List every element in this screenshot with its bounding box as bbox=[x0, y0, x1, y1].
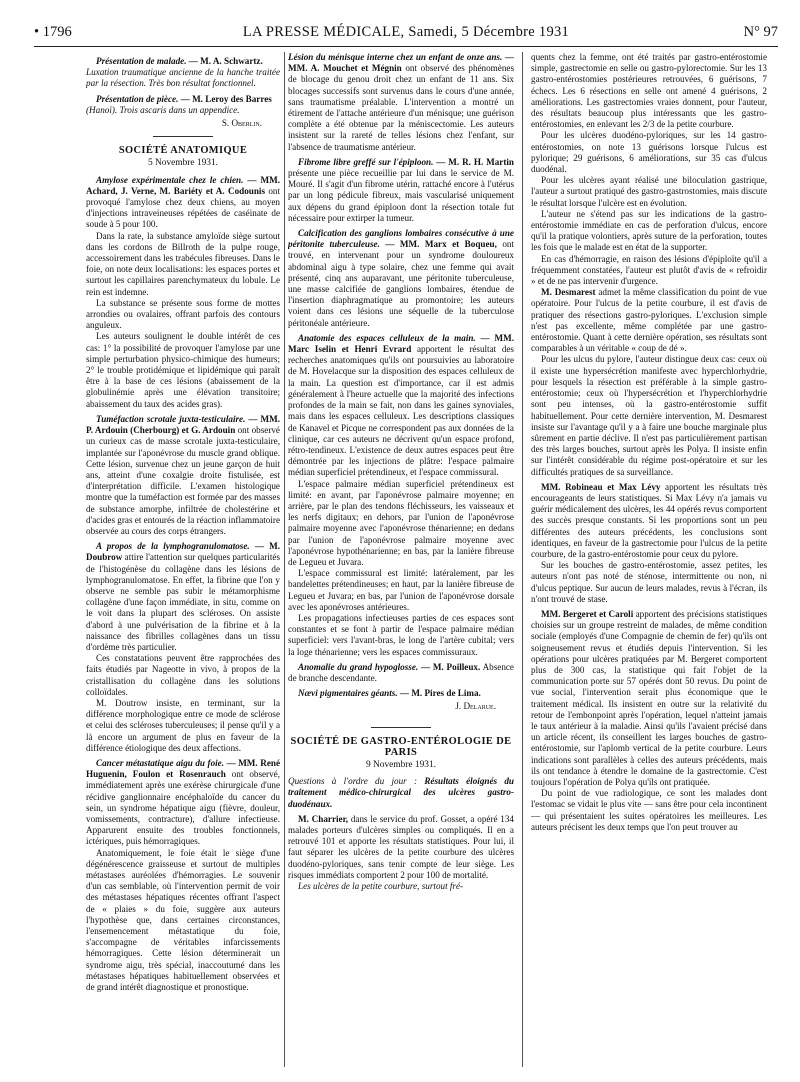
society-heading: SOCIÉTÉ ANATOMIQUE bbox=[118, 145, 248, 157]
paragraph: Dans la rate, la substance amyloïde siège surtout dans les cordons de Billroth de la pulpe rouge, accessoirement dans les trabécules fibreuses. Dans le foie, on note deux localisations: les espaces portes et surtout les capillaires parenchymateux du lobule. Le rein est indemne. bbox=[86, 230, 280, 297]
article: Présentation de malade. — M. A. Schwartz. bbox=[96, 56, 263, 66]
paragraph: Les auteurs soulignent le double intérêt de ces cas: 1° la possibilité de provoquer l'amylose par une simple perturbation physico-chimique des humeurs; 2° le trouble protidémique et lipidémique qui paraît être à la base de ces lésions (abaissement de la globulinémie après une élévation transitoire; abaissement du taux des acides gras). bbox=[86, 331, 280, 409]
article: Calcification des ganglions lombaires consécutive à une péritonite tuberculeuse. — MM. Marx et Boqueu, ont trouvé, en intervenant pour un syndrome douloureux abdominal aigu à type solaire, chez une femme qui avait présenté, cinq ans auparavant, une péritonite tuberculeuse, une masse calcifiée de ganglions lombaires, étendue de l'insertion diaphragmatique au promontoire; les auteurs voient dans ces lésions une séquelle de la tuberculose péritonéale antérieure. bbox=[288, 228, 514, 328]
article: Tuméfaction scrotale juxta-testiculaire. — MM. P. Ardouin (Cherbourg) et G. Ardouin ont observé un curieux cas de masse scrotale juxta-testiculaire, implantée sur l'aponévrose du muscle grand oblique. Cette lésion, survenue chez un jeune garçon de huit ans, atteint d'une coxalgie droite fistulisée, est d'interprétation difficile. L'examen histologique montre que la tuméfaction est formée par des masses de substance amorphe, infiltrée de cholestérine et d'acides gras et entourés de la réaction inflammatoire observée au cours des corps étrangers. bbox=[86, 413, 280, 536]
article: Amylose expérimentale chez le chien. — MM. Achard, J. Verne, M. Bariéty et A. Codounis ont provoqué l'amylose chez deux chiens, au moyen d'injections intraveineuses répétées de caséinate de soude à 5 pour 100. bbox=[86, 174, 280, 230]
paragraph: Du point de vue radiologique, ce sont les malades dont l'estomac se vidait le plus vite — sans être pour cela incontinent — qui présentaient les suites opératoires les meilleures. Les auteurs précisent les deux temps que l'on peut trouver au bbox=[531, 788, 767, 832]
paragraph: L'auteur ne s'étend pas sur les indications de la gastro-entérostomie immédiate en cas de perforation d'ulcus, encore qu'il la pratique volontiers, après suture de la perforation, toutes les fois que le malade est en état de la supporter. bbox=[531, 208, 767, 253]
paragraph: La substance se présente sous forme de mottes arrondies ou ovalaires, offrant parfois des contours anguleux. bbox=[86, 297, 280, 331]
session-date: 5 Novembre 1931. bbox=[147, 158, 219, 169]
paragraph: Les ulcères de la petite courbure, surtout fré- bbox=[298, 881, 464, 892]
column-middle bbox=[288, 52, 514, 1072]
article-text: Luxation traumatique ancienne de la hanche traitée par la résection. Très bon résultat fonctionnel. bbox=[86, 67, 280, 89]
column-divider bbox=[522, 52, 523, 1067]
article: Présentation de pièce. — M. Leroy des Barres bbox=[96, 93, 272, 104]
page-header bbox=[34, 20, 778, 47]
column-left bbox=[86, 52, 280, 1072]
journal-title: LA PRESSE MÉDICALE, Samedi, 5 Décembre 1931 bbox=[242, 23, 570, 40]
article: A propos de la lymphogranulomatose. — M. Doubrow attire l'attention sur quelques particularités de l'histogénèse du collagène dans les lésions de lymphogranulomatose. En effet, la fibrine que l'on y observe ne semble pas subir le métamorphisme collagène d'une façon immédiate, in situ, comme on le voit dans la plupart des scléroses. On assiste d'abord à une pulvérisation de la fibrine et à la naissance des fibrilles collagènes dans un tissu d'ordème très particulier. bbox=[86, 541, 280, 652]
article: Nævi pigmentaires géants. — M. Pires de Lima. bbox=[298, 688, 481, 699]
article: Cancer métastatique aigu du foie. — MM. René Huguenin, Foulon et Rosenrauch ont observé, immédiatement après une exérèse chirurgicale d'une récidive ganglionnaire encéphaloïde du cancer du sein, un syndrome hépatique aigu (fièvre, douleur, vomissements, contracture), d'allure infectieuse. Apparurent ensuite des troubles fonctionnels, ictériques, puis hémorragiques. bbox=[86, 757, 280, 847]
paragraph: quents chez la femme, ont été traités par gastro-entérostomie simple, gastrectomie en selle ou gastro-pylorectomie. Sur les 13 gastro-entérostomies postérieures retrouvées, 6 guérisons, 7 échecs. Les 6 résections en selle ont amené 4 guérisons, 2 améliorations. Les gastrectomies vraies donnent, pour l'auteur, des résultats beaucoup plus intéressants que les gastro-entérostomies, en enlevant les 2/3 de la petite courbure. bbox=[531, 52, 767, 130]
paragraph: Pour les ulcères ayant réalisé une biloculation gastrique, l'auteur a surtout pratiqué des gastro-gastrostomies, mais discute le résultat lorsque l'ulcère est en évolution. bbox=[531, 175, 767, 208]
session-date: 9 Novembre 1931. bbox=[365, 759, 437, 770]
paragraph: Ces constatations peuvent être rapprochées des faits étudiés par Nageotte in vivo, à propos de la cristallisation du collagène dans les solutions colloïdales. bbox=[86, 653, 280, 697]
paragraph: Anatomiquement, le foie était le siège d'une dégénérescence graisseuse et surtout de multiples métastases auréolées d'hémorragies. Le souvenir d'un cas semblable, où l'intervention permit de voir des métastases hépatiques récentes offrant l'aspect de « plaies » du foie, suggère aux auteurs l'hypothèse que, dans certaines circonstances, l'ensemencement métastatique du foie, s'accompagne de véritables infarcissements hémorragiques. Cette lésion déterminerait un syndrome aigu, très spécial, inaccoutumé dans les métastases hépatiques habituellement observées et de grand intérêt diagnostique et pronostique. bbox=[86, 847, 280, 993]
article: M. Charrier, dans le service du prof. Gosset, a opéré 134 malades porteurs d'ulcères simples ou compliqués. Il en a retrouvé 101 et apporte les résultats statistiques. Pour lui, il faut séparer les ulcères de la petite courbure des ulcères duodéno-pyloriques, sans tenir compte de leur siège. Les risques immédiats comportent 2 pour 100 de mortalité. bbox=[288, 813, 514, 880]
signature: J. Delarue. bbox=[455, 701, 496, 712]
article: Lésion du ménisque interne chez un enfant de onze ans. — MM. A. Mouchet et Mégnin ont observé des phénomènes de blocage du genou droit chez un enfant de 11 ans. Six blocages successifs sont survenus dans le cours d'une année, sans traumatisme préalable. L'intervention a montré un étirement de l'attache antérieure d'un ménisque; une guérison complète a été obtenue par la méniscectomie. Les auteurs insistent sur la rareté de telles lésions chez l'enfant, sur l'absence de traumatisme antérieur. bbox=[288, 52, 514, 152]
issue-number: N° 97 bbox=[743, 23, 778, 40]
article: Fibrome libre greffé sur l'épiploon. — M. R. H. Martin présente une pièce recueillie par lui dans le service de M. Mouré. Il s'agit d'un fibrome utérin, rattaché encore à l'utérus par un long pédicule fibreux, mais vascularisé uniquement aux dépens du grand épiploon dont la résection totale fut nécessaire pour extirper la tumeur. bbox=[288, 156, 514, 223]
paragraph: Sur les bouches de gastro-entérostomie, assez petites, les auteurs n'ont pas noté de sténose, intermittente ou non, ni d'ulcus peptique. Sur aucun de leurs malades, revus à l'écran, ils n'ont trouvé de stase. bbox=[531, 560, 767, 604]
article: MM. Robineau et Max Lévy apportent les résultats très encourageants de leurs statistiques. Si Max Lévy n'a jamais vu guérir médicalement des ulcères, les 44 opérés revus comportent des succès presque constants. Si les proportions sont un peu différentes des auteurs précédents, les conclusions sont identiques, en faveur de la gastrectomie pour l'ulcus de la petite courbure, de la gastro-entérostomie pour ceux du pylore. bbox=[531, 481, 767, 559]
article: M. Desmarest admet la même classification du point de vue opératoire. Pour l'ulcus de la petite courbure, il est d'avis de pratiquer des résections gastro-pyloriques. L'exclusion simple n'est pas excellente, même complétée par une gastro-entérostomie. Quant à cette dernière opération, ses résultats sont comparables à un véritable « coup de dé ». bbox=[531, 287, 767, 354]
society-heading: SOCIÉTÉ DE GASTRO-ENTÉROLOGIE DE PARIS bbox=[290, 735, 512, 758]
article: MM. Bergeret et Caroli apportent des précisions statistiques choisies sur un groupe restreint de malades, de même condition sociale (employés d'une Compagnie de chemin de fer) qu'ils ont soigneusement revus et étudiés depuis l'intervention. Si les opérations pour ulcères pratiquées par M. Bergeret comportent plus de 300 cas, la statistique qui fait l'objet de la communication porte sur 57 opérés dont 50 revus. Du point de vue social, l'intervention serait plus économique que le traitement médical. Ils insistent en outre sur la relativité du retour de l'embonpoint après l'opération, lequel n'atteint jamais le taux antérieur à la maladie. Ainsi qu'ils l'avaient précisé dans un article récent, ils conseillent les larges bouches de gastro-entérostomie, sur l'aplomb vertical de la petite courbure. Leurs indications sont parallèles à celles des auteurs précédents, mais ils ont tendance à étendre le domaine de la gastrectomie. C'est toujours l'opération de Polya qu'ils ont pratiquée. bbox=[531, 608, 767, 787]
section-rule bbox=[371, 727, 431, 728]
agenda-title: Questions à l'ordre du jour : Résultats éloignés du traitement médico-chirurgical des ulcères gastro-duodénaux. bbox=[288, 776, 514, 809]
paragraph: En cas d'hémorragie, en raison des lésions d'épiploïte qu'il a fréquemment constatées, l'auteur est plutôt d'avis de « refroidir » et de ne pas intervenir d'urgence. bbox=[531, 253, 767, 287]
article: Anomalie du grand hypoglosse. — M. Poilleux. Absence de branche descendante. bbox=[288, 661, 514, 683]
article-text: (Hanoï). Trois ascaris dans un appendice. bbox=[86, 104, 240, 115]
paragraph: Les propagations infectieuses parties de ces espaces sont constantes et se font à partir de l'espace palmaire médian superficiel: vers l'avant-bras, le long de l'artère cubital; vers la loge thénarienne; vers les espaces commissuraux. bbox=[288, 612, 514, 657]
paragraph: L'espace commissural est limité: latéralement, par les bandelettes prétendineuses; en haut, par la lanière fibreuse de Legueu et Juvara; en bas, par l'union de l'aponévrose dorsale avec les aponévroses antérieures. bbox=[288, 568, 514, 612]
paragraph: M. Doutrow insiste, en terminant, sur la différence morphologique entre ce mode de sclérose et celui des scléroses tuberculeuses; il pense qu'il y a là encore un argument de plus en faveur de la différence étiologique des deux affections. bbox=[86, 697, 280, 753]
column-divider bbox=[284, 52, 285, 1067]
column-right bbox=[531, 52, 767, 1072]
page-number: • 1796 bbox=[34, 23, 72, 40]
section-rule bbox=[153, 136, 213, 137]
signature: S. Oberlin. bbox=[221, 118, 262, 129]
paragraph: Pour les ulcus du pylore, l'auteur distingue deux cas: ceux où il existe une hypersécrétion manifeste avec hyperchlorhydrie, pour lesquels la résection est préférable à la simple gastro-entérostomie; ceux où l'hypersécrétion et l'hyperchlorhydrie sont peu intenses, où la gastro-entérostomie suffit habituellement. Pour cette dernière intervention, M. Desmarest insiste sur l'avantage qu'il y a à faire une bouche marginale plus sûrement en partie déclive. Il n'est pas particulièrement partisan des très larges bouches, surtout après les Polya. Il insiste enfin sur l'intérêt considérable du régime post-opératoire et sur les difficultés pratiques de sa surveillance. bbox=[531, 354, 767, 477]
article: Anatomie des espaces celluleux de la main. — MM. Marc Iselin et Henri Evrard apportent le résultat des recherches anatomiques qu'ils ont poursuivies au laboratoire de M. Hovelacque sur la disposition des espaces celluleux de la main. La question est d'importance, car il est admis généralement à l'heure actuelle que la majorité des infections profondes de la main se fait, non dans les gaines synoviales, mais dans les espaces celluleux. Les descriptions classiques de Kanavel et Picque ne correspondent pas aux données de la clinique, car ces auteurs ne décrivent qu'un espace profond, rétro-tendineux. L'existence de deux autres espaces peut être démontrée par les injections de plâtre: l'espace palmaire médian superficiel prétendineux, et l'espace commissural. bbox=[288, 332, 514, 478]
paragraph: L'espace palmaire médian superficiel prétendineux est limité: en avant, par l'aponévrose palmaire moyenne; en arrière, par le plan des tendons fléchisseurs, les vaisseaux et les nerfs digitaux; en dehors, par l'union de l'aponévrose palmaire moyenne avec l'aponévrose thénarienne; en dedans par l'union de l'aponévrose palmaire moyenne avec l'aponévrose hypothénarienne; en bas, par la lanière fibreuse de Legueu et Juvara. bbox=[288, 478, 514, 567]
paragraph: Pour les ulcères duodéno-pyloriques, sur les 14 gastro-entérostomies, on note 13 guérisons lorsque l'ulcus est pylorique; 29 guérisons, 6 améliorations, sur 35 cas d'ulcus duodénal. bbox=[531, 130, 767, 175]
